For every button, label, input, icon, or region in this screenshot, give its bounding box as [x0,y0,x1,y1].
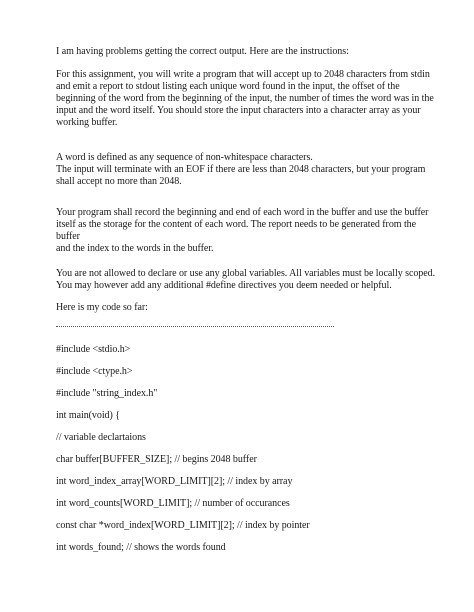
paragraph2-line-1: A word is defined as any sequence of non-whitespace characters. [56,152,313,163]
code-line-9: const char *word_index[WORD_LIMIT][2]; // index by pointer [56,520,310,531]
code-line-5: // variable declartaions [56,432,146,443]
paragraph3-line-4: and the index to the words in the buffer. [56,243,214,254]
paragraph2-line-3: shall accept no more than 2048. [56,176,182,187]
code-line-10: int words_found; // shows the words found [56,542,226,553]
dotted-separator [56,326,334,327]
code-line-4: int main(void) { [56,410,120,421]
paragraph2-line-2: The input will terminate with an EOF if there are less than 2048 characters, but your program [56,164,426,175]
intro-text: I am having problems getting the correct output. Here are the instructions: [56,46,349,57]
paragraph1-line-5: working buffer. [56,117,118,128]
paragraph1-line-2: and emit a report to stdout listing each unique word found in the input, the offset of the [56,81,400,92]
paragraph1-line-4: input and the word itself. You should store the input characters into a character array as your [56,105,421,116]
code-line-8: int word_counts[WORD_LIMIT]; // number of occurances [56,498,290,509]
code-line-7: int word_index_array[WORD_LIMIT][2]; // index by array [56,476,293,487]
code-line-1: #include <stdio.h> [56,344,131,355]
code-line-2: #include <ctype.h> [56,366,133,377]
code-line-3: #include "string_index.h" [56,388,158,399]
code-intro-text: Here is my code so far: [56,302,148,313]
paragraph3-line-2: itself as the storage for the content of each word. The report needs to be generated from the [56,219,417,230]
paragraph3-line-1: Your program shall record the beginning and end of each word in the buffer and use the buffer [56,207,429,218]
code-line-6: char buffer[BUFFER_SIZE]; // begins 2048 buffer [56,454,257,465]
paragraph4-line-1: You are not allowed to declare or use any global variables. All variables must be locally scoped. [56,268,436,279]
paragraph1-line-1: For this assignment, you will write a program that will accept up to 2048 characters from stdin [56,69,430,80]
paragraph4-line-2: You may however add any additional #define directives you deem needed or helpful. [56,280,392,291]
paragraph1-line-3: beginning of the word from the beginning of the input, the number of times the word was in the [56,93,434,104]
paragraph3-line-3: buffer [56,231,80,242]
